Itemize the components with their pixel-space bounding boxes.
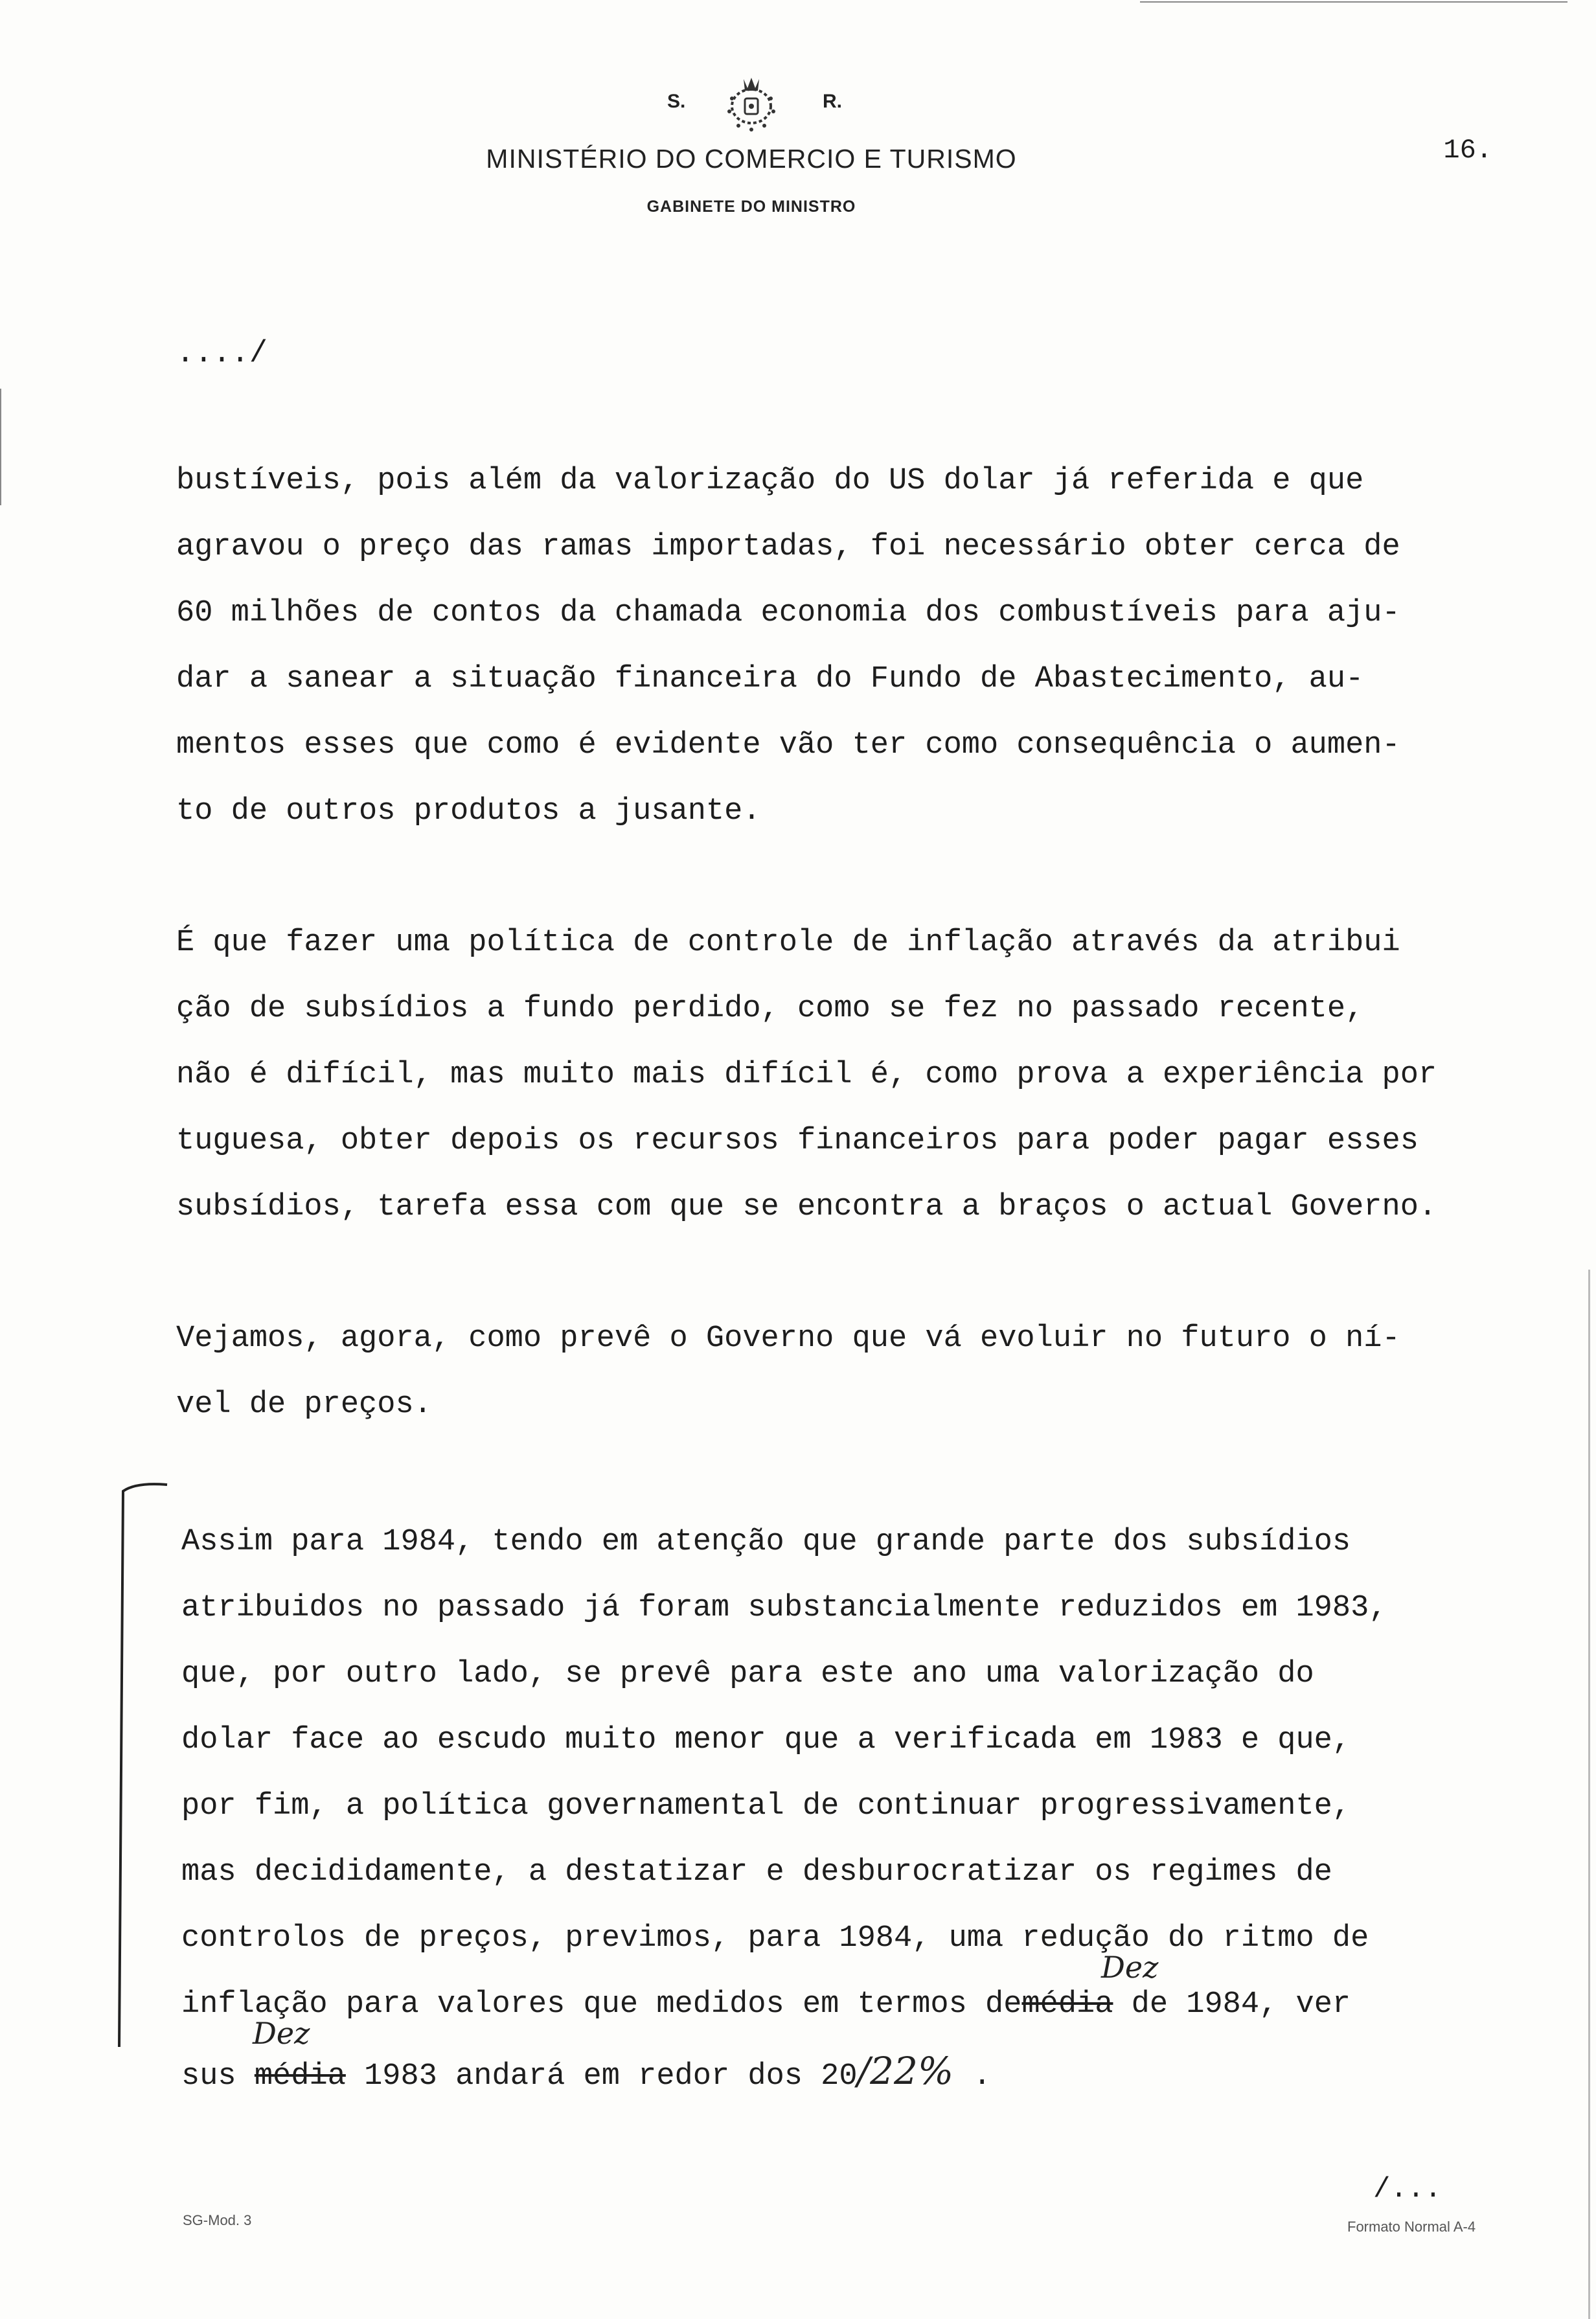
coat-of-arms-emblem bbox=[712, 73, 790, 134]
text-line: subsídios, tarefa essa com que se encontra a braços o actual Governo. bbox=[176, 1190, 1437, 1224]
header-letter-right: R. bbox=[823, 91, 842, 112]
text-line: to de outros produtos a jusante. bbox=[176, 794, 761, 828]
text-line: É que fazer uma política de controle de inflação através da atribui bbox=[176, 926, 1400, 960]
text-line: mentos esses que como é evidente vão ter como consequência o aumen- bbox=[176, 728, 1400, 762]
text-segment: de 1984, ver bbox=[1113, 1987, 1351, 2022]
cabinet-subtitle: GABINETE DO MINISTRO bbox=[646, 198, 856, 216]
scan-edge-line bbox=[1588, 1270, 1590, 2319]
text-line: dolar face ao escudo muito menor que a verificada em 1983 e que, bbox=[181, 1723, 1351, 1757]
text-line: dar a sanear a situação financeira do Fundo de Abastecimento, au- bbox=[176, 662, 1364, 696]
scan-edge-line bbox=[0, 389, 1, 505]
text-line: que, por outro lado, se prevê para este ano uma valorização do bbox=[181, 1657, 1314, 1691]
struck-word: média bbox=[254, 2059, 346, 2094]
text-line: ção de subsídios a fundo perdido, como se fez no passado recente, bbox=[176, 992, 1364, 1026]
handwritten-correction: Dez bbox=[253, 2016, 310, 2051]
margin-bracket-mark bbox=[110, 1477, 175, 2060]
text-line: atribuidos no passado já foram substancialmente reduzidos em 1983, bbox=[181, 1591, 1387, 1625]
text-line: não é difícil, mas muito mais difícil é, como prova a experiência por bbox=[176, 1058, 1437, 1092]
text-line: bustíveis, pois além da valorização do US dolar já referida e que bbox=[176, 464, 1364, 498]
text-line: 60 milhões de contos da chamada economia dos combustíveis para aju- bbox=[176, 596, 1400, 630]
paper-format-label: Formato Normal A-4 bbox=[1347, 2219, 1476, 2235]
text-line-with-correction bbox=[181, 1950, 1548, 2038]
text-line: tuguesa, obter depois os recursos financeiros para poder pagar esses bbox=[176, 1124, 1419, 1158]
ministry-title: MINISTÉRIO DO COMERCIO E TURISMO bbox=[486, 144, 1017, 174]
page-number: 16. bbox=[1443, 135, 1492, 166]
continuation-marker-bottom: /... bbox=[1373, 2173, 1442, 2206]
paragraph-3 bbox=[176, 1306, 1543, 1438]
text-line: agravou o preço das ramas importadas, foi necessário obter cerca de bbox=[176, 530, 1400, 564]
scan-edge-line bbox=[1140, 1, 1568, 3]
text-segment: . bbox=[973, 2059, 992, 2094]
text-line-with-correction bbox=[181, 2016, 1548, 2104]
paragraph-1 bbox=[176, 448, 1543, 845]
handwritten-correction: Dez bbox=[1101, 1950, 1159, 1985]
continuation-marker-top: ..../ bbox=[176, 337, 268, 371]
text-line: Vejamos, agora, como prevê o Governo que vá evoluir no futuro o ní- bbox=[176, 1321, 1400, 1356]
text-segment: sus bbox=[181, 2059, 255, 2094]
text-segment: inflação para valores que medidos em termos de bbox=[181, 1987, 1022, 2022]
header-letter-left: S. bbox=[667, 91, 686, 112]
text-segment: 1983 andará em redor dos 20 bbox=[345, 2059, 858, 2094]
form-code: SG-Mod. 3 bbox=[183, 2212, 252, 2228]
text-line: mas decididamente, a destatizar e desburocratizar os regimes de bbox=[181, 1855, 1332, 1890]
handwritten-value: /22% bbox=[857, 2049, 954, 2093]
text-line: vel de preços. bbox=[176, 1388, 432, 1422]
paragraph-4 bbox=[181, 1509, 1548, 2104]
paragraph-2 bbox=[176, 910, 1543, 1240]
struck-word: média bbox=[1021, 1987, 1113, 2022]
text-line: Assim para 1984, tendo em atenção que grande parte dos subsídios bbox=[181, 1525, 1351, 1559]
text-line: por fim, a política governamental de continuar progressivamente, bbox=[181, 1789, 1351, 1823]
text-line: controlos de preços, previmos, para 1984, uma redução do ritmo de bbox=[181, 1921, 1369, 1956]
